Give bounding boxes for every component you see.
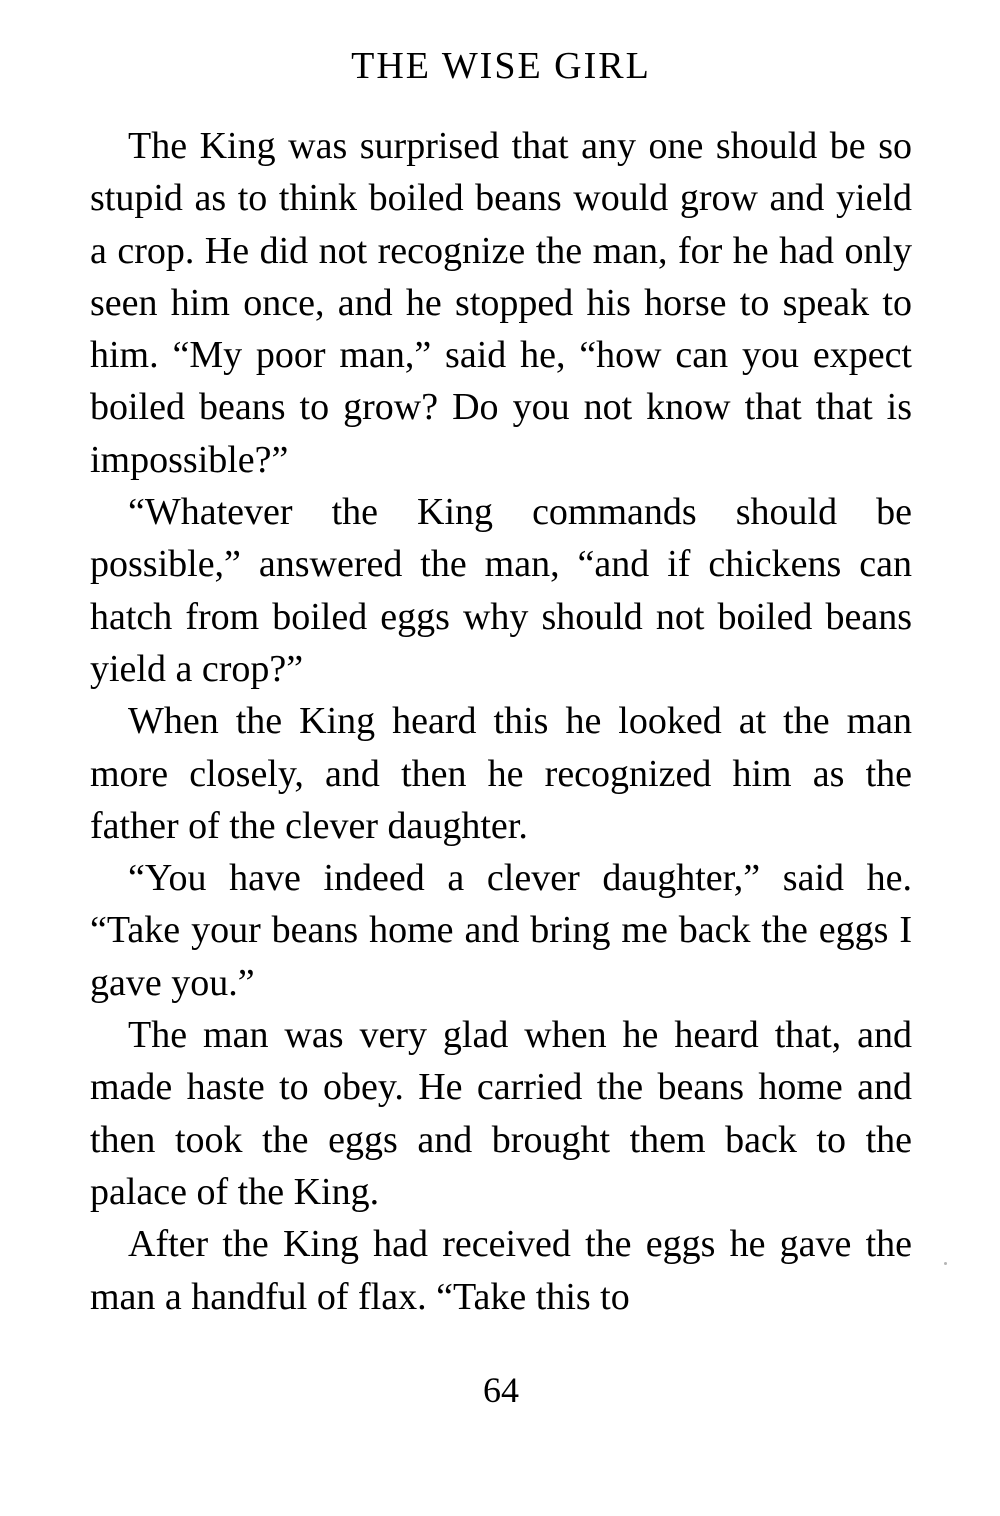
scan-speck	[944, 1262, 947, 1265]
page-number: 64	[483, 1370, 519, 1410]
running-title: THE WISE GIRL	[351, 45, 651, 87]
paragraph: The man was very glad when he heard that, and made haste to obey. He carried the beans home and then took the eggs and brought them back to the palace of the King.	[90, 1014, 912, 1213]
paragraph: After the King had received the eggs he gave the man a handful of flax. “Take this to	[90, 1223, 912, 1318]
paragraph: “You have indeed a clever daughter,” said he. “Take your beans home and bring me back the eggs I gave you.”	[90, 857, 912, 1004]
paragraph: “Whatever the King commands should be possible,” answered the man, “and if chickens can hatch from boiled eggs why should not boiled beans yield a crop?”	[90, 491, 912, 690]
paragraph: The King was surprised that any one should be so stupid as to think boiled beans would grow and yield a crop. He did not recognize the man, for he had only seen him once, and he stopped his horse to speak to him. “My poor man,” said he, “how can you expect boiled beans to grow? Do you not know that that is impossible?”	[90, 125, 912, 481]
book-page	[90, 0, 912, 1516]
body-text	[90, 120, 912, 1323]
paragraph: When the King heard this he looked at the man more closely, and then he recognized him as the father of the clever daughter.	[90, 700, 912, 847]
